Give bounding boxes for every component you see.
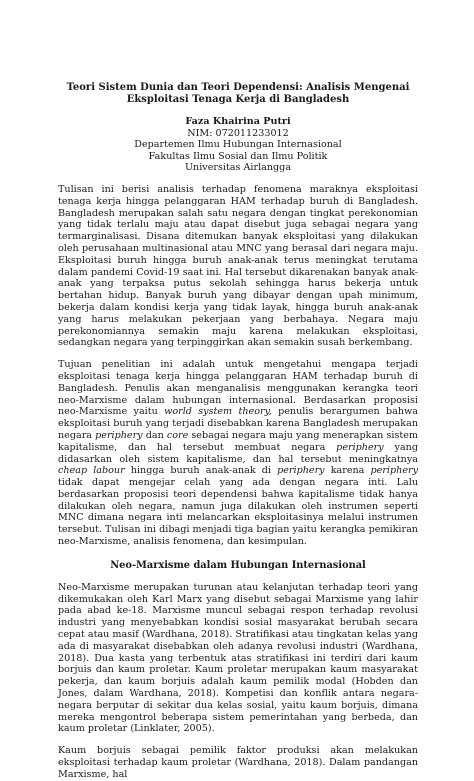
body-paragraph: Neo-Marxisme merupakan turunan atau kelanjutan terhadap teori yang dikemukakan oleh Karl Marx yang disebut sebagai Marxisme yang lahir pada abad ke-18. Marxisme muncul sebagai respon terhadap revolusi industri yang menyebabkan kondisi sosial masyarakat berubah secara cepat atau masif (Wardhana, 2018). Stratifikasi atau tingkatan kelas yang ada di masyarakat disebabkan oleh adanya revolusi industri (Wardhana, 2018). Dua kasta yang terbentuk atas stratifikasi ini terdiri dari kaum borjuis dan kaum proletar. Kaum proletar merupakan kaum masyarakat pekerja, dan kaum borjuis adalah kaum pemilik modal (Hobden dan Jones, dalam Wardhana, 2018). Kompetisi dan konflik antara negara-negara berputar di sekitar dua kelas sosial, yaitu kaum borjuis, dimana mereka mengontrol beberapa sistem pemerintahan yang berbeda, dan kaum proletar (Linklater, 2005).	[58, 581, 418, 735]
italic-term: cheap labour	[58, 465, 125, 477]
author-name: Faza Khairina Putri	[185, 116, 291, 127]
body-paragraph-cont: Kaum borjuis sebagai pemilik faktor produksi akan melakukan eksploitasi terhadap kaum proletar (Wardhana, 2018). Dalam pandangan Marxisme, hal	[58, 745, 418, 780]
author-department: Departemen Ilmu Hubungan Internasional	[134, 139, 342, 151]
text-run: sebagai negara maju yang menerapkan sistem kapitalisme, dan hal tersebut membuat negara	[58, 429, 419, 453]
italic-term: periphery	[277, 465, 325, 477]
text-run: hingga buruh anak-anak di	[124, 465, 278, 477]
abstract-paragraph: Tulisan ini berisi analisis terhadap fenomena maraknya eksploitasi tenaga kerja hingga pelanggaran HAM terhadap buruh di Bangladesh. Bangladesh merupakan salah satu negara dengan tingkat perekonomian yang tidak terlalu maju atau dapat disebut juga sebagai negara yang termarginalisasi. Disana ditemukan banyak eksploitasi yang dilakukan oleh perusahaan multinasional atau MNC yang berasal dari negara maju. Eksploitasi buruh hingga buruh anak-anak terus meningkat terutama dalam pandemi Covid-19 saat ini. Hal tersebut dikarenakan banyak anak-anak yang terpaksa putus sekolah sehingga harus bekerja untuk bertahan hidup. Banyak buruh yang dibayar dengan upah minimum, bekerja dalam kondisi kerja yang tidak layak, hingga buruh anak-anak yang harus melakukan pekerjaan yang berbahaya. Negara maju perekonomiannya semakin maju karena melakukan eksploitasi, sedangkan negara yang terpinggirkan akan semakin susah berkembang.	[58, 183, 418, 349]
text-run: yang didasarkan oleh sistem kapitalisme, dan hal tersebut meningkatnya	[58, 441, 418, 465]
author-block	[58, 116, 418, 174]
section-heading: Neo-Marxisme dalam Hubungan Internasional	[110, 559, 366, 571]
text-run: tidak dapat mengejar celah yang ada dengan negara inti. Lalu berdasarkan proposisi teori dependensi bahwa kapitalisme tidak hanya dilakukan oleh negara, namun juga dilakukan oleh instrumen seperti MNC dimana negara inti melancarkan eksploitasinya melalui instrumen tersebut. Tulisan ini dibagi menjadi tiga bagian yaitu kerangka pemikiran neo-Marxisme, analisis fenomena, dan kesimpulan.	[58, 477, 418, 548]
text-run: dan	[142, 429, 167, 441]
italic-term: core	[166, 429, 189, 441]
title-line-1: Teori Sistem Dunia dan Teori Dependensi: Analisis Mengenai	[66, 82, 410, 93]
text-run: Tujuan penelitian ini adalah untuk mengetahui mengapa terjadi eksploitasi tenaga kerja hingga pelanggaran HAM terhadap buruh di Bangladesh. Penulis akan menganalisis menggunakan kerangka teori neo-Marxisme dalam hubungan internasional. Berdasarkan proposisi neo-Marxisme yaitu	[58, 359, 418, 418]
title-line-2: Eksploitasi Tenaga Kerja di Bangladesh	[126, 94, 350, 105]
author-university: Universitas Airlangga	[184, 162, 292, 174]
italic-term: periphery	[370, 465, 419, 477]
text-run: karena	[324, 465, 371, 477]
italic-term: world system theory,	[164, 406, 272, 418]
intro-paragraph	[58, 359, 418, 548]
text-run: penulis berargumen bahwa eksploitasi buruh yang terjadi disebabkan karena Bangladesh merupakan negara	[58, 406, 418, 441]
italic-term: periphery	[336, 441, 384, 453]
author-nim: NIM: 072011233012	[187, 127, 289, 139]
paper-title	[58, 82, 418, 106]
author-faculty: Fakultas Ilmu Sosial dan Ilmu Politik	[148, 150, 328, 162]
italic-term: periphery	[95, 429, 143, 441]
